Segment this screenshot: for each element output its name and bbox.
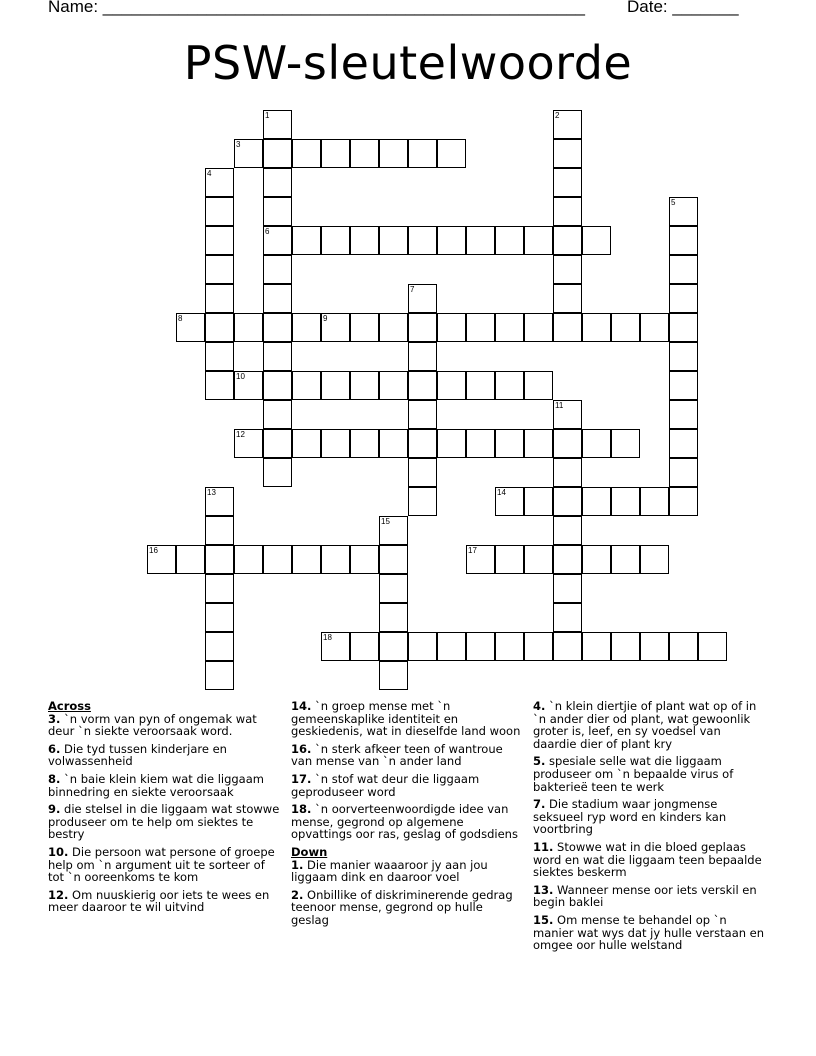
grid-cell[interactable] [350,226,379,255]
grid-cell[interactable] [321,545,350,574]
clue-item [533,798,765,836]
grid-cell[interactable] [437,226,466,255]
grid-cell[interactable] [669,284,698,313]
grid-cell[interactable] [669,487,698,516]
clue-item [291,889,523,927]
grid-cell[interactable] [350,545,379,574]
grid-cell[interactable] [669,313,698,342]
grid-cell[interactable] [205,255,234,284]
grid-cell[interactable] [379,139,408,168]
grid-cell[interactable] [669,255,698,284]
grid-cell[interactable] [350,429,379,458]
clue-item-number: 16. [291,741,312,756]
grid-cell[interactable] [350,139,379,168]
grid-cell[interactable] [408,371,437,400]
clue-item-number: 14. [291,699,312,713]
down-clue-list [291,859,523,927]
grid-cell[interactable] [176,545,205,574]
grid-cell[interactable] [350,313,379,342]
grid-cell[interactable] [292,313,321,342]
clue-item-number: 18. [291,802,312,817]
grid-cell[interactable] [495,632,524,661]
clue-number: 4 [207,169,212,178]
clue-number: 11 [555,401,564,410]
grid-cell[interactable] [321,371,350,400]
grid-cell[interactable] [263,371,292,400]
grid-cell[interactable] [408,139,437,168]
grid-cell[interactable] [553,516,582,545]
grid-cell[interactable] [669,458,698,487]
across-clue-list-continued [291,700,523,841]
grid-cell[interactable] [524,632,553,661]
clue-number: 14 [497,488,506,497]
grid-cell[interactable] [292,429,321,458]
grid-cell[interactable] [495,371,524,400]
grid-cell[interactable] [611,313,640,342]
clue-item [48,846,280,884]
grid-cell[interactable] [408,487,437,516]
grid-cell[interactable] [263,458,292,487]
clue-item-number: 10. [48,844,69,859]
down-clue-list-continued [533,700,765,952]
grid-cell[interactable] [495,429,524,458]
grid-cell[interactable] [292,371,321,400]
grid-cell[interactable] [205,226,234,255]
clue-item [291,803,523,841]
grid-cell[interactable] [205,516,234,545]
across-clue-list [48,713,280,914]
grid-cell[interactable] [553,458,582,487]
clue-number: 6 [265,227,270,236]
grid-cell[interactable] [408,400,437,429]
grid-cell[interactable] [611,429,640,458]
grid-cell[interactable] [205,284,234,313]
grid-cell[interactable] [205,545,234,574]
grid-cell[interactable] [379,574,408,603]
clue-number: 2 [555,111,560,120]
grid-cell[interactable] [205,632,234,661]
grid-cell[interactable] [263,168,292,197]
grid-cell[interactable] [379,632,408,661]
clue-item-number: 2. [291,887,304,902]
grid-cell[interactable] [379,661,408,690]
grid-cell[interactable] [234,545,263,574]
clue-item [533,841,765,879]
clue-item-text: spesiale selle wat die liggaam produseer om `n bepaalde virus of bakterieë teen te werk [533,754,734,794]
grid-cell[interactable] [524,487,553,516]
grid-cell[interactable] [379,545,408,574]
grid-cell[interactable] [379,371,408,400]
grid-cell[interactable] [553,487,582,516]
grid-cell[interactable] [408,342,437,371]
grid-cell[interactable] [553,545,582,574]
grid-cell[interactable] [292,139,321,168]
grid-cell[interactable] [553,226,582,255]
clue-item-number: 17. [291,771,312,786]
clue-item [48,713,280,738]
grid-cell[interactable] [205,574,234,603]
grid-cell[interactable] [524,545,553,574]
grid-cell[interactable] [292,226,321,255]
grid-cell[interactable] [640,487,669,516]
grid-cell[interactable] [205,661,234,690]
grid-cell[interactable] [553,284,582,313]
clue-number: 7 [410,285,415,294]
grid-cell[interactable] [640,632,669,661]
clues-column-1 [48,700,280,919]
clue-item [291,743,523,768]
grid-cell[interactable] [466,313,495,342]
clue-item-number: 11. [533,839,554,854]
grid-cell[interactable] [582,226,611,255]
page-title: PSW-sleutelwoorde [183,36,633,90]
clue-item-text: Wanneer mense oor iets verskil en begin baklei [533,882,757,910]
clue-number: 13 [207,488,216,497]
grid-cell[interactable] [263,342,292,371]
grid-cell[interactable] [263,313,292,342]
clue-item-number: 7. [533,797,546,812]
grid-cell[interactable] [495,226,524,255]
grid-cell[interactable] [379,226,408,255]
grid-cell[interactable] [379,313,408,342]
grid-cell[interactable] [611,487,640,516]
grid-cell[interactable] [553,255,582,284]
grid-cell[interactable] [495,545,524,574]
grid-cell[interactable] [553,313,582,342]
grid-cell[interactable] [292,545,321,574]
grid-cell[interactable] [553,168,582,197]
grid-cell[interactable] [466,632,495,661]
grid-cell[interactable] [582,313,611,342]
grid-cell[interactable] [437,429,466,458]
clue-item-number: 15. [533,912,554,927]
clue-item-text: `n vorm van pyn of ongemak wat deur `n siekte veroorsaak word. [48,711,257,739]
grid-cell[interactable] [553,603,582,632]
clue-item-text: Stowwe wat in die bloed geplaas word en wat die liggaam teen bepaalde siektes beskerm [533,839,762,880]
grid-cell[interactable] [698,632,727,661]
clue-item-text: `n groep mense met `n gemeenskaplike identiteit en geskiedenis, wat in dieselfde land woon [291,699,521,739]
grid-cell[interactable] [205,313,234,342]
across-heading: Across [48,699,91,713]
grid-cell[interactable] [437,313,466,342]
clue-item-text: Onbillike of diskriminerende gedrag teenoor mense, gegrond op hulle geslag [291,887,513,927]
grid-cell[interactable] [263,197,292,226]
clue-item-text: Die tyd tussen kinderjare en volwassenheid [48,741,227,769]
grid-cell[interactable] [263,255,292,284]
clue-item-text: Die manier waaaroor jy aan jou liggaam dink en daaroor voel [291,857,488,885]
grid-cell[interactable] [408,313,437,342]
grid-cell[interactable] [379,429,408,458]
clue-item-number: 12. [48,887,69,902]
grid-cell[interactable] [437,371,466,400]
grid-cell[interactable] [408,226,437,255]
clue-number: 15 [381,517,390,526]
grid-cell[interactable] [379,603,408,632]
clue-item-number: 8. [48,771,61,786]
clue-item-text: `n klein diertjie of plant wat op of in `n ander dier od plant, wat gewoonlik groter is, leef, en sy voedsel van daardie dier of plant kry [533,699,757,751]
grid-cell[interactable] [321,226,350,255]
grid-cell[interactable] [640,313,669,342]
clue-item-number: 1. [291,857,304,872]
clue-item-text: Om nuuskierig oor iets te wees en meer daaroor te wil uitvind [48,887,270,915]
grid-cell[interactable] [611,545,640,574]
clue-item [48,803,280,841]
clue-number: 9 [323,314,328,323]
clue-item [533,700,765,750]
grid-cell[interactable] [205,603,234,632]
grid-cell[interactable] [263,139,292,168]
grid-cell[interactable] [263,284,292,313]
clue-item-number: 9. [48,802,61,817]
grid-cell[interactable] [437,139,466,168]
grid-cell[interactable] [205,371,234,400]
grid-cell[interactable] [553,632,582,661]
grid-cell[interactable] [408,429,437,458]
grid-cell[interactable] [466,429,495,458]
grid-cell[interactable] [582,487,611,516]
clue-item [48,743,280,768]
clue-item-text: `n stof wat deur die liggaam geproduseer word [291,771,480,799]
clue-number: 3 [236,140,241,149]
clue-item [291,773,523,798]
clue-item-number: 5. [533,754,546,769]
clue-item [533,755,765,793]
grid-cell[interactable] [524,429,553,458]
clue-number: 10 [236,372,245,381]
clue-item-number: 6. [48,741,61,756]
grid-cell[interactable] [263,400,292,429]
grid-cell[interactable] [234,313,263,342]
grid-cell[interactable] [669,632,698,661]
grid-cell[interactable] [553,139,582,168]
clue-item [291,859,523,884]
clue-item-text: die stelsel in die liggaam wat stowwe produseer om te help om siektes te bestry [48,802,280,842]
clues-column-2 [291,700,523,932]
grid-cell[interactable] [263,545,292,574]
grid-cell[interactable] [553,574,582,603]
clue-item [48,773,280,798]
grid-cell[interactable] [350,371,379,400]
grid-cell[interactable] [669,226,698,255]
grid-cell[interactable] [582,545,611,574]
clue-item-text: `n sterk afkeer teen of wantroue van mense van `n ander land [291,741,503,769]
clue-item-text: `n baie klein kiem wat die liggaam binnedring en siekte veroorsaak [48,771,264,799]
clue-item [48,889,280,914]
clue-number: 1 [265,111,270,120]
grid-cell[interactable] [321,139,350,168]
grid-cell[interactable] [669,342,698,371]
clue-item-text: Die stadium waar jongmense seksueel ryp word en kinders kan voortbring [533,797,727,837]
grid-cell[interactable] [524,226,553,255]
grid-cell[interactable] [408,458,437,487]
clue-item-number: 13. [533,882,554,897]
clue-item-text: `n oorverteenwoordigde idee van mense, gegrond op algemene opvattings oor ras, geslag of godsdiens [291,802,518,842]
grid-cell[interactable] [611,632,640,661]
clue-item-number: 3. [48,711,61,726]
grid-cell[interactable] [263,429,292,458]
clue-number: 5 [671,198,676,207]
grid-cell[interactable] [437,632,466,661]
grid-cell[interactable] [524,313,553,342]
grid-cell[interactable] [640,545,669,574]
grid-cell[interactable] [408,632,437,661]
name-field-label: Name: ___________________________________________________ [48,0,585,16]
clue-item-number: 4. [533,699,546,713]
date-field-label: Date: _______ [627,0,739,16]
clue-number: 12 [236,430,245,439]
grid-cell[interactable] [669,429,698,458]
grid-cell[interactable] [205,342,234,371]
clues-column-3 [533,700,765,957]
grid-cell[interactable] [350,632,379,661]
grid-cell[interactable] [582,632,611,661]
grid-cell[interactable] [205,197,234,226]
clue-number: 17 [468,546,477,555]
grid-cell[interactable] [466,371,495,400]
grid-cell[interactable] [669,400,698,429]
grid-cell[interactable] [466,226,495,255]
grid-cell[interactable] [582,429,611,458]
clue-item-text: Die persoon wat persone of groepe help om `n argument uit te sorteer of tot `n ooreenkoms te kom [48,844,275,885]
down-heading: Down [291,844,328,859]
clue-number: 18 [323,633,332,642]
grid-cell[interactable] [669,371,698,400]
grid-cell[interactable] [524,371,553,400]
clue-item [533,884,765,909]
grid-cell[interactable] [495,313,524,342]
grid-cell[interactable] [321,429,350,458]
grid-cell[interactable] [553,197,582,226]
clue-item-text: Om mense te behandel op `n manier wat wys dat jy hulle verstaan en omgee oor hulle welstand [533,912,765,953]
clue-item [291,700,523,738]
clue-number: 8 [178,314,183,323]
grid-cell[interactable] [553,429,582,458]
clue-number: 16 [149,546,158,555]
clue-item [533,914,765,952]
